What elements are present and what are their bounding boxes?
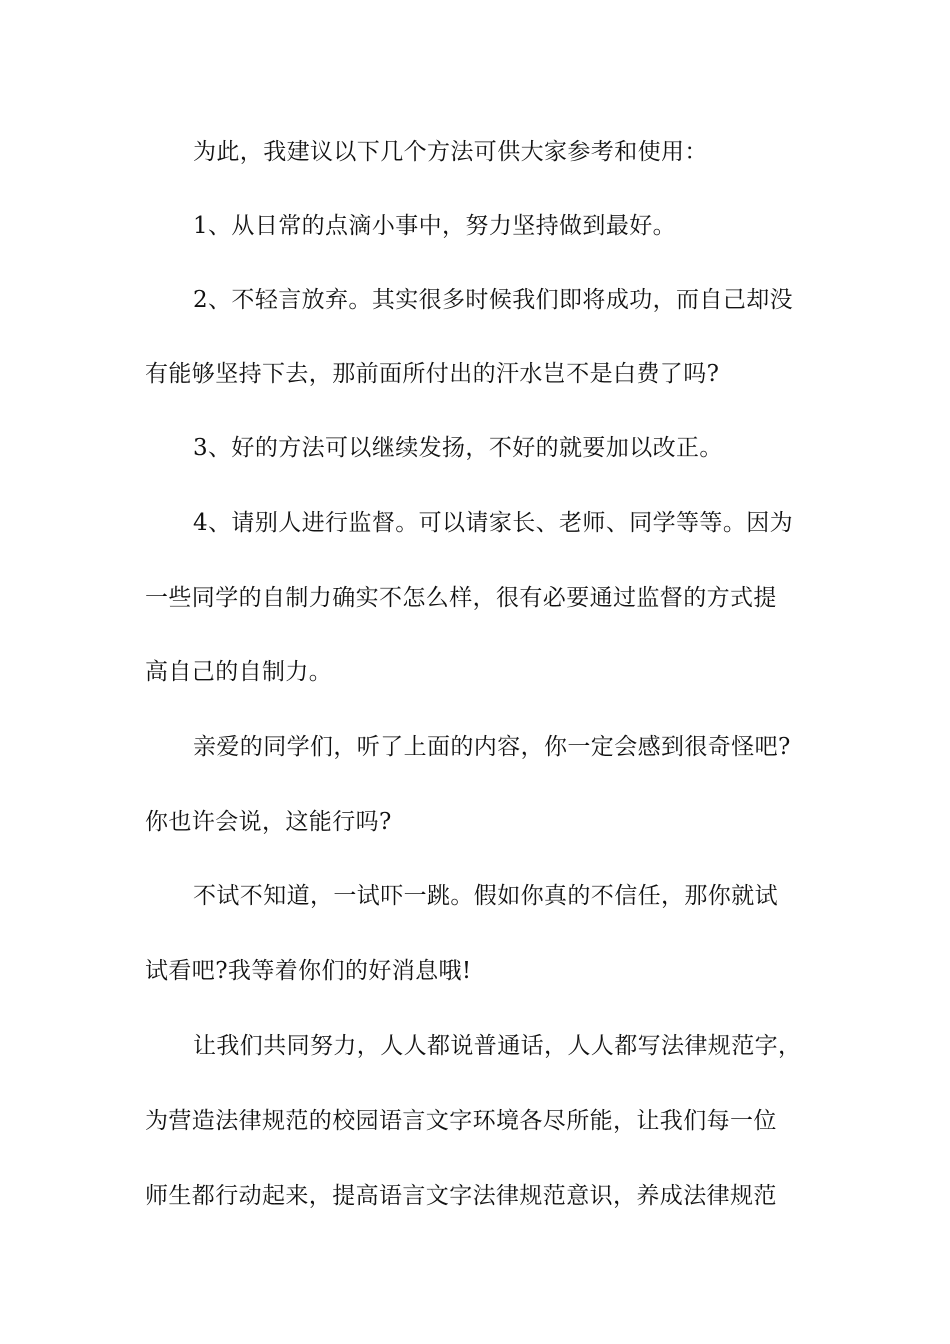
paragraph-line: 3、好的方法可以继续发扬，不好的就要加以改正。 — [193, 435, 723, 461]
paragraph-line: 1、从日常的点滴小事中，努力坚持做到最好。 — [193, 213, 677, 239]
paragraph-line: 一些同学的自制力确实不怎么样，很有必要通过监督的方式提 — [145, 585, 777, 611]
paragraph-line: 亲爱的同学们，听了上面的内容，你一定会感到很奇怪吧? — [193, 734, 791, 760]
paragraph-line: 试看吧?我等着你们的好消息哦! — [145, 958, 472, 984]
paragraph-line: 为此，我建议以下几个方法可供大家参考和使用： — [193, 139, 708, 165]
paragraph-line: 有能够坚持下去，那前面所付出的汗水岂不是白费了吗? — [145, 361, 720, 387]
paragraph-line: 师生都行动起来，提高语言文字法律规范意识，养成法律规范 — [145, 1183, 777, 1209]
paragraph-line: 高自己的自制力。 — [145, 659, 333, 685]
paragraph-line: 为营造法律规范的校园语言文字环境各尽所能，让我们每一位 — [145, 1108, 777, 1134]
paragraph-line: 4、请别人进行监督。可以请家长、老师、同学等等。因为 — [193, 510, 794, 536]
paragraph-line: 让我们共同努力，人人都说普通话，人人都写法律规范字， — [193, 1033, 802, 1059]
paragraph-line: 不试不知道，一试吓一跳。假如你真的不信任，那你就试 — [193, 883, 778, 909]
paragraph-line: 2、不轻言放弃。其实很多时候我们即将成功，而自己却没 — [193, 287, 794, 313]
paragraph-line: 你也许会说，这能行吗? — [145, 809, 392, 835]
